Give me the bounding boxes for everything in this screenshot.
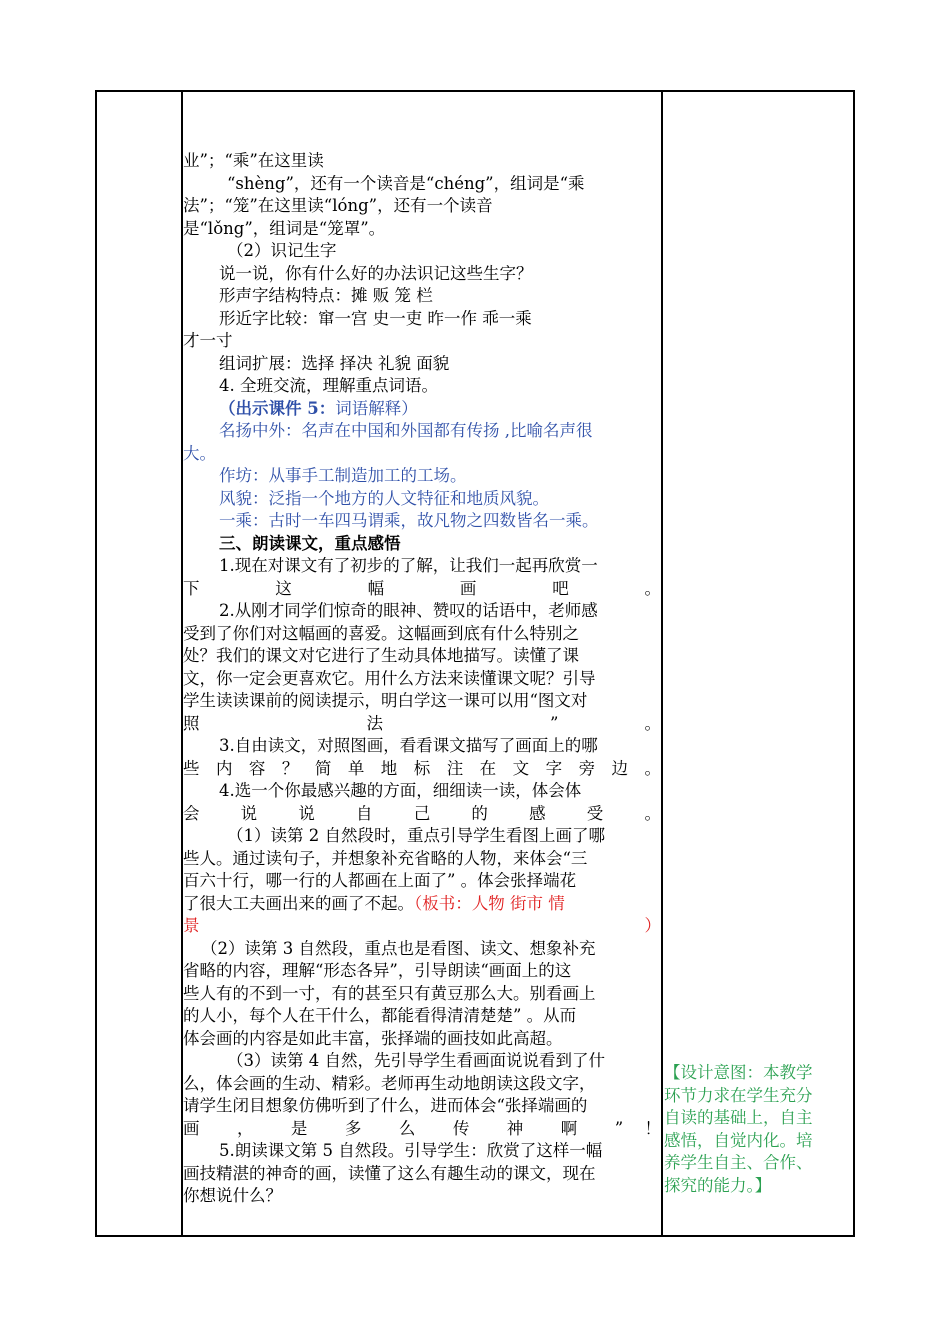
column-divider-right bbox=[661, 92, 663, 1235]
text-line: 画技精湛的神奇的画，读懂了这么有趣生动的课文，现在 bbox=[183, 1163, 596, 1183]
board-note-fragment: ） bbox=[644, 916, 661, 935]
text-line bbox=[183, 893, 661, 916]
text-line: 会 说 说 自 己 的 感 受 。 bbox=[183, 803, 661, 823]
text-fragment: 了很大工夫画出来的画了不起。 bbox=[183, 893, 414, 913]
text-line: 处？我们的课文对它进行了生动具体地描写。读懂了课 bbox=[183, 646, 579, 665]
text-line: 体会画的内容是如此丰富，张择端的画技如此高超。 bbox=[183, 1028, 563, 1048]
section-heading: 三、朗读课文，重点感悟 bbox=[219, 533, 401, 553]
text-line: 些人。通过读句子，并想象补充省略的人物，来体会“三 bbox=[183, 848, 588, 868]
text-line: （1）读第 2 自然段时，重点引导学生看图上画了哪 bbox=[227, 826, 605, 845]
text-line: 些 内 容 ？ 简 单 地 标 注 在 文 字 旁 边 。 bbox=[183, 758, 661, 778]
lesson-table bbox=[95, 90, 855, 1237]
text-line: 些人有的不到一寸，有的甚至只有黄豆那么大。别看画上 bbox=[183, 983, 596, 1003]
courseware-label: （出示课件 5： bbox=[219, 398, 336, 418]
board-note-fragment: 景 bbox=[183, 916, 200, 935]
text-line: 画 ， 是 多 么 传 神 啊 ” ！ bbox=[183, 1118, 661, 1138]
main-content-column bbox=[183, 150, 661, 1208]
definition-line: 一乘：古时一车四马谓乘，故凡物之四数皆名一乘。 bbox=[219, 511, 599, 530]
board-note: （板书：人物 街市 情 bbox=[414, 893, 565, 913]
text-line: 法”；“笼”在这里读“lóng”，还有一个读音 bbox=[183, 196, 493, 215]
text-line: 形声字结构特点：摊 贩 笼 栏 bbox=[219, 286, 433, 305]
text-line: 学生读读课前的阅读提示，明白学这一课可以用“图文对 bbox=[183, 691, 588, 710]
left-column bbox=[97, 92, 181, 1235]
definition-line: 大。 bbox=[183, 443, 216, 463]
board-note-end bbox=[183, 915, 661, 938]
design-intent-line: 感悟，自觉内化。培 bbox=[664, 1130, 813, 1150]
definition-line: 风貌：泛指一个地方的人文特征和地质风貌。 bbox=[219, 488, 549, 508]
design-intent-column bbox=[664, 1062, 840, 1197]
text-line: 说一说，你有什么好的办法识记这些生字？ bbox=[219, 263, 533, 283]
text-line: 下 这 幅 画 吧 。 bbox=[183, 578, 661, 598]
text-line: （3）读第 4 自然，先引导学生看画面说说看到了什 bbox=[227, 1051, 605, 1070]
definition-line: 作坊：从事手工制造加工的工场。 bbox=[219, 466, 467, 485]
text-line: 业”；“乘”在这里读 bbox=[183, 151, 324, 170]
design-intent-line: 【设计意图：本教学 bbox=[664, 1063, 813, 1082]
design-intent-line: 环节力求在学生充分 bbox=[664, 1085, 813, 1105]
text-line: 1.现在对课文有了初步的了解，让我们一起再欣赏一 bbox=[219, 556, 598, 575]
text-line: 受到了你们对这幅画的喜爱。这幅画到底有什么特别之 bbox=[183, 623, 579, 643]
text-line: （2）识记生字 bbox=[227, 241, 337, 260]
text-line: 文，你一定会更喜欢它。用什么方法来读懂课文呢？引导 bbox=[183, 668, 596, 688]
definition-line: 名扬中外：名声在中国和外国都有传扬 ,比喻名声很 bbox=[219, 421, 593, 440]
design-intent-line: 自读的基础上，自主 bbox=[664, 1108, 813, 1127]
text-line: 才一寸 bbox=[183, 331, 233, 350]
courseware-heading bbox=[183, 398, 661, 421]
text-line: 省略的内容，理解“形态各异”，引导朗读“画面上的这 bbox=[183, 961, 572, 980]
text-line: 么，体会画的生动、精彩。老师再生动地朗读这段文字， bbox=[183, 1073, 596, 1093]
text-line: 请学生闭目想象仿佛听到了什么，进而体会“张择端画的 bbox=[183, 1096, 588, 1115]
text-line: 形近字比较：窜一宫 史一吏 昨一作 乖一乘 bbox=[219, 308, 532, 328]
courseware-topic: 词语解释） bbox=[335, 398, 418, 418]
text-line: 照 法 ” 。 bbox=[183, 713, 661, 733]
design-intent-line: 养学生自主、合作、 bbox=[664, 1153, 813, 1172]
text-line: 5.朗读课文第 5 自然段。引导学生：欣赏了这样一幅 bbox=[219, 1141, 603, 1160]
text-line: 3.自由读文，对照图画，看看课文描写了画面上的哪 bbox=[219, 736, 598, 755]
text-line: 是“lǒng”，组词是“笼罩”。 bbox=[183, 218, 386, 238]
text-line: 的人小，每个人在干什么，都能看得清清楚楚” 。从而 bbox=[183, 1006, 577, 1025]
text-line: 2.从刚才同学们惊奇的眼神、赞叹的话语中，老师感 bbox=[219, 601, 598, 620]
text-line: 4. 全班交流，理解重点词语。 bbox=[219, 376, 438, 395]
text-line: “shèng”，还有一个读音是“chéng”，组词是“乘 bbox=[227, 173, 585, 193]
text-line: 4.选一个你最感兴趣的方面，细细读一读，体会体 bbox=[219, 781, 582, 800]
text-line: （2）读第 3 自然段，重点也是看图、读文、想象补充 bbox=[201, 938, 596, 958]
text-line: 你想说什么？ bbox=[183, 1186, 282, 1205]
design-intent-line: 探究的能力。】 bbox=[664, 1175, 772, 1195]
text-line: 组词扩展：选择 择决 礼貌 面貌 bbox=[219, 353, 450, 373]
text-line: 百六十行，哪一行的人都画在上面了” 。体会张择端花 bbox=[183, 871, 577, 890]
